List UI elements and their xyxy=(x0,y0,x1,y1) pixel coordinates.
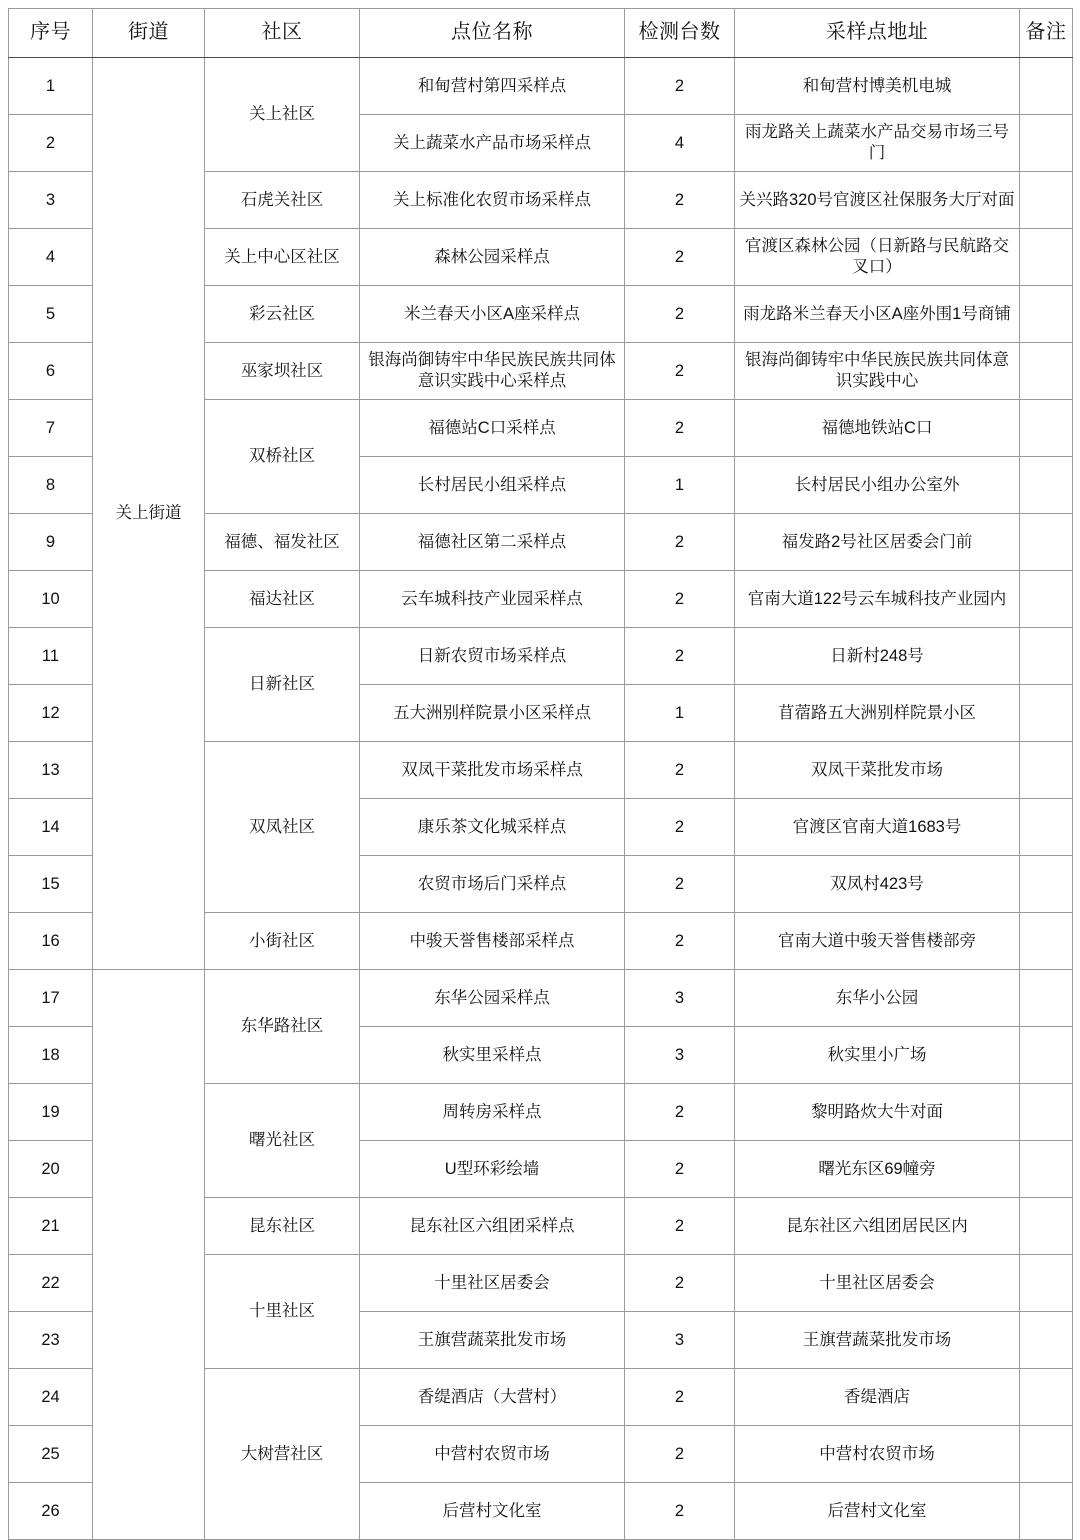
cell-address: 后营村文化室 xyxy=(735,1483,1020,1540)
cell-community: 小街社区 xyxy=(205,913,360,970)
cell-point-name: 五大洲别样院景小区采样点 xyxy=(360,685,625,742)
cell-address: 银海尚御铸牢中华民族民族共同体意识实践中心 xyxy=(735,343,1020,400)
column-header-count: 检测台数 xyxy=(625,9,735,58)
cell-community: 大树营社区 xyxy=(205,1369,360,1540)
cell-address: 黎明路炊大牛对面 xyxy=(735,1084,1020,1141)
cell-address: 双凤干菜批发市场 xyxy=(735,742,1020,799)
cell-address: 雨龙路关上蔬菜水产品交易市场三号门 xyxy=(735,115,1020,172)
cell-seq: 16 xyxy=(9,913,93,970)
cell-remark xyxy=(1020,571,1073,628)
table-header-row xyxy=(9,9,1073,58)
cell-community: 双桥社区 xyxy=(205,400,360,514)
cell-count: 2 xyxy=(625,913,735,970)
cell-count: 3 xyxy=(625,1312,735,1369)
cell-count: 3 xyxy=(625,1027,735,1084)
cell-count: 2 xyxy=(625,1483,735,1540)
sampling-points-table xyxy=(8,8,1073,1540)
cell-count: 2 xyxy=(625,1141,735,1198)
cell-address: 十里社区居委会 xyxy=(735,1255,1020,1312)
cell-point-name: 福德站C口采样点 xyxy=(360,400,625,457)
cell-point-name: 日新农贸市场采样点 xyxy=(360,628,625,685)
cell-address: 苜蓿路五大洲别样院景小区 xyxy=(735,685,1020,742)
cell-address: 长村居民小组办公室外 xyxy=(735,457,1020,514)
cell-count: 2 xyxy=(625,799,735,856)
cell-point-name: 香缇酒店（大营村） xyxy=(360,1369,625,1426)
cell-remark xyxy=(1020,1312,1073,1369)
cell-point-name: 银海尚御铸牢中华民族民族共同体意识实践中心采样点 xyxy=(360,343,625,400)
cell-seq: 5 xyxy=(9,286,93,343)
cell-community: 彩云社区 xyxy=(205,286,360,343)
cell-address: 雨龙路米兰春天小区A座外围1号商铺 xyxy=(735,286,1020,343)
cell-seq: 15 xyxy=(9,856,93,913)
cell-seq: 21 xyxy=(9,1198,93,1255)
cell-point-name: 昆东社区六组团采样点 xyxy=(360,1198,625,1255)
cell-remark xyxy=(1020,400,1073,457)
cell-seq: 9 xyxy=(9,514,93,571)
cell-count: 2 xyxy=(625,514,735,571)
cell-point-name: 和甸营村第四采样点 xyxy=(360,58,625,115)
cell-community: 福德、福发社区 xyxy=(205,514,360,571)
cell-point-name: 周转房采样点 xyxy=(360,1084,625,1141)
cell-point-name: 中骏天誉售楼部采样点 xyxy=(360,913,625,970)
cell-address: 日新村248号 xyxy=(735,628,1020,685)
cell-seq: 1 xyxy=(9,58,93,115)
column-header-point-name: 点位名称 xyxy=(360,9,625,58)
sampling-points-table-page xyxy=(0,8,1080,1520)
cell-seq: 14 xyxy=(9,799,93,856)
cell-point-name: 后营村文化室 xyxy=(360,1483,625,1540)
cell-seq: 12 xyxy=(9,685,93,742)
cell-seq: 4 xyxy=(9,229,93,286)
cell-address: 官南大道中骏天誉售楼部旁 xyxy=(735,913,1020,970)
cell-count: 2 xyxy=(625,400,735,457)
cell-remark xyxy=(1020,457,1073,514)
cell-point-name: 福德社区第二采样点 xyxy=(360,514,625,571)
cell-seq: 2 xyxy=(9,115,93,172)
cell-address: 中营村农贸市场 xyxy=(735,1426,1020,1483)
cell-community: 十里社区 xyxy=(205,1255,360,1369)
cell-remark xyxy=(1020,799,1073,856)
cell-address: 秋实里小广场 xyxy=(735,1027,1020,1084)
cell-community: 石虎关社区 xyxy=(205,172,360,229)
cell-seq: 6 xyxy=(9,343,93,400)
cell-remark xyxy=(1020,1426,1073,1483)
cell-remark xyxy=(1020,115,1073,172)
cell-remark xyxy=(1020,1255,1073,1312)
cell-seq: 17 xyxy=(9,970,93,1027)
cell-point-name: 中营村农贸市场 xyxy=(360,1426,625,1483)
cell-community: 巫家坝社区 xyxy=(205,343,360,400)
cell-seq: 7 xyxy=(9,400,93,457)
cell-count: 2 xyxy=(625,286,735,343)
cell-seq: 25 xyxy=(9,1426,93,1483)
cell-remark xyxy=(1020,1027,1073,1084)
cell-community: 福达社区 xyxy=(205,571,360,628)
cell-community: 日新社区 xyxy=(205,628,360,742)
cell-count: 1 xyxy=(625,685,735,742)
cell-count: 2 xyxy=(625,1369,735,1426)
cell-point-name: 农贸市场后门采样点 xyxy=(360,856,625,913)
cell-remark xyxy=(1020,856,1073,913)
cell-seq: 3 xyxy=(9,172,93,229)
table-row xyxy=(9,58,1073,115)
cell-remark xyxy=(1020,970,1073,1027)
cell-count: 2 xyxy=(625,343,735,400)
cell-point-name: U型环彩绘墙 xyxy=(360,1141,625,1198)
column-header-community: 社区 xyxy=(205,9,360,58)
cell-remark xyxy=(1020,1369,1073,1426)
cell-seq: 23 xyxy=(9,1312,93,1369)
cell-count: 4 xyxy=(625,115,735,172)
table-header xyxy=(9,9,1073,58)
cell-remark xyxy=(1020,58,1073,115)
cell-address: 香缇酒店 xyxy=(735,1369,1020,1426)
cell-community: 曙光社区 xyxy=(205,1084,360,1198)
cell-count: 2 xyxy=(625,58,735,115)
cell-count: 2 xyxy=(625,628,735,685)
cell-count: 2 xyxy=(625,229,735,286)
cell-seq: 18 xyxy=(9,1027,93,1084)
cell-remark xyxy=(1020,1198,1073,1255)
cell-address: 官渡区官南大道1683号 xyxy=(735,799,1020,856)
cell-point-name: 森林公园采样点 xyxy=(360,229,625,286)
cell-community: 双凤社区 xyxy=(205,742,360,913)
cell-count: 2 xyxy=(625,1084,735,1141)
cell-point-name: 东华公园采样点 xyxy=(360,970,625,1027)
cell-address: 王旗营蔬菜批发市场 xyxy=(735,1312,1020,1369)
cell-remark xyxy=(1020,172,1073,229)
cell-street: 关上街道 xyxy=(93,58,205,970)
cell-point-name: 双凤干菜批发市场采样点 xyxy=(360,742,625,799)
cell-seq: 24 xyxy=(9,1369,93,1426)
cell-remark xyxy=(1020,1141,1073,1198)
cell-seq: 13 xyxy=(9,742,93,799)
cell-point-name: 王旗营蔬菜批发市场 xyxy=(360,1312,625,1369)
cell-count: 1 xyxy=(625,457,735,514)
table-row xyxy=(9,970,1073,1027)
cell-street xyxy=(93,970,205,1540)
cell-address: 关兴路320号官渡区社保服务大厅对面 xyxy=(735,172,1020,229)
cell-remark xyxy=(1020,229,1073,286)
cell-point-name: 秋实里采样点 xyxy=(360,1027,625,1084)
cell-address: 福德地铁站C口 xyxy=(735,400,1020,457)
cell-point-name: 关上蔬菜水产品市场采样点 xyxy=(360,115,625,172)
cell-count: 2 xyxy=(625,856,735,913)
cell-address: 福发路2号社区居委会门前 xyxy=(735,514,1020,571)
cell-count: 2 xyxy=(625,1426,735,1483)
cell-count: 2 xyxy=(625,172,735,229)
cell-seq: 26 xyxy=(9,1483,93,1540)
cell-address: 官渡区森林公园（日新路与民航路交叉口） xyxy=(735,229,1020,286)
cell-remark xyxy=(1020,514,1073,571)
cell-point-name: 云车城科技产业园采样点 xyxy=(360,571,625,628)
cell-seq: 19 xyxy=(9,1084,93,1141)
cell-community: 东华路社区 xyxy=(205,970,360,1084)
cell-community: 昆东社区 xyxy=(205,1198,360,1255)
column-header-street: 街道 xyxy=(93,9,205,58)
cell-count: 2 xyxy=(625,1198,735,1255)
cell-remark xyxy=(1020,913,1073,970)
cell-seq: 10 xyxy=(9,571,93,628)
cell-point-name: 米兰春天小区A座采样点 xyxy=(360,286,625,343)
cell-count: 2 xyxy=(625,571,735,628)
cell-address: 官南大道122号云车城科技产业园内 xyxy=(735,571,1020,628)
cell-point-name: 十里社区居委会 xyxy=(360,1255,625,1312)
cell-seq: 11 xyxy=(9,628,93,685)
cell-community: 关上中心区社区 xyxy=(205,229,360,286)
cell-seq: 20 xyxy=(9,1141,93,1198)
column-header-seq: 序号 xyxy=(9,9,93,58)
column-header-address: 采样点地址 xyxy=(735,9,1020,58)
cell-remark xyxy=(1020,685,1073,742)
cell-remark xyxy=(1020,1084,1073,1141)
cell-count: 2 xyxy=(625,742,735,799)
cell-remark xyxy=(1020,628,1073,685)
cell-address: 曙光东区69幢旁 xyxy=(735,1141,1020,1198)
cell-address: 和甸营村博美机电城 xyxy=(735,58,1020,115)
cell-address: 双凤村423号 xyxy=(735,856,1020,913)
cell-seq: 8 xyxy=(9,457,93,514)
column-header-remark: 备注 xyxy=(1020,9,1073,58)
cell-count: 3 xyxy=(625,970,735,1027)
cell-address: 昆东社区六组团居民区内 xyxy=(735,1198,1020,1255)
cell-community: 关上社区 xyxy=(205,58,360,172)
cell-remark xyxy=(1020,343,1073,400)
table-body xyxy=(9,58,1073,1540)
cell-point-name: 长村居民小组采样点 xyxy=(360,457,625,514)
cell-remark xyxy=(1020,286,1073,343)
cell-point-name: 康乐茶文化城采样点 xyxy=(360,799,625,856)
cell-remark xyxy=(1020,1483,1073,1540)
cell-remark xyxy=(1020,742,1073,799)
cell-count: 2 xyxy=(625,1255,735,1312)
cell-address: 东华小公园 xyxy=(735,970,1020,1027)
cell-seq: 22 xyxy=(9,1255,93,1312)
cell-point-name: 关上标准化农贸市场采样点 xyxy=(360,172,625,229)
